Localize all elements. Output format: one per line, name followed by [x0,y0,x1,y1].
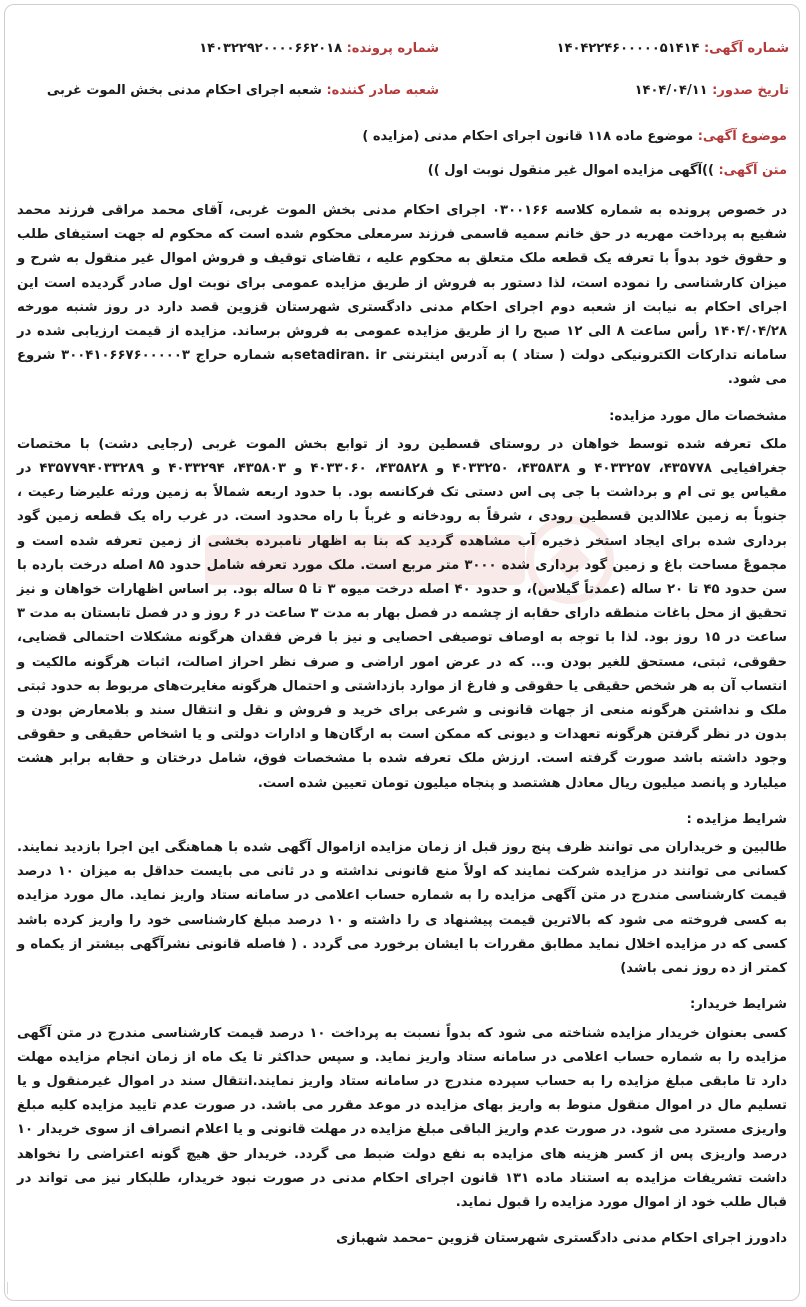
ad-number-value: ۱۴۰۴۲۲۴۶۰۰۰۰۰۵۱۴۱۴ [556,41,700,56]
signature-line: دادورز اجرای احکام مدنی دادگستری شهرستان قزوین –محمد شهبازی [336,1231,787,1247]
ad-number-label: شماره آگهی: [703,41,789,56]
auction-terms-paragraph: طالبین و خریداران می توانند ظرف پنج روز قبل از زمان مزایده ازاموال آگهی شده با هماهنگی این اجرا بازدید نمایند. کسانی می توانند در مزایده شرکت نمایند که اولاً منع قانونی نداشته و در ثانی می بایست حداقل به میزان ۱۰ درصد قیمت کارشناسی مندرج در متن آگهی مزایده را به شماره حساب اعلامی در سامانه ستاد واریز نماید. مال مورد مزایده به کسی فروخته می شود که بالاترین قیمت پیشنهاد ی را داشته و ۱۰ درصد مبلغ کارشناسی خود را واریز کرده باشد کسی که در مزایده اخلال نماید مطابق مقررات با ایشان برخورد می گردد . ( فاصله قانونی نشرآگهی بیشتر از یکماه و کمتر از ده روز نمی باشد) [17,840,787,977]
auction-terms-heading: شرایط مزایده : [686,811,787,827]
issue-date-field [635,81,789,101]
property-paragraph: ملک تعرفه شده توسط خواهان در روستای قسطین رود از توابع بخش الموت غربی (رجایی دشت) با مختصات جغرافیایی ۴۳۵۷۷۸، ۴۰۳۳۲۵۷ و ۴۳۵۸۳۸، ۴۰۳۳۲۵۰ و ۴۳۵۸۲۸، ۴۰۳۳۰۶۰ و ۴۳۵۸۰۳، ۴۰۳۳۲۹۴ و ۴۳۵۷۷۹۴۰۳۳۲۸۹ در مقیاس یو تی ام و برداشت با جی پی اس دستی تک فرکانسه بود. با حدود اربعه شمالاً به زمین ورثه علیرضا رعیت ، جنوباً به زمین علاالدین قسطین رودی ، شرقاً به رودخانه و غرباً با راه محدود است. در غرب راه یک قطعه زمین گود برداری شده برای ایجاد استخر ذخیره آب مشاهده گردید که بنا به اظهار نامبرده بخشی از زمین تعرفه شده است و مجموعً مساحت باغ و زمین گود برداری شده ۳۰۰۰ متر مربع است. ملک مورد تعرفه شامل حدود ۸۵ اصله درخت بارده با سن حدود ۴۵ تا ۲۰ ساله (عمدتاً گیلاس)، و حدود ۴۰ اصله درخت میوه ۳ تا ۵ ساله بود. بر اساس اظهارات خواهان و نیز تحقیق از محل باغات منطقه دارای حقابه از چشمه در فصل بهار به مدت ۳ ساعت در ۶ روز و در فصل تابستان به مدت ۳ ساعت در ۱۵ روز بود. لذا با توجه به اوصاف توصیفی احصایی و نیز با فرض فقدان هرگونه مشکلات احتمالی قضایی، حقوقی، ثبتی، مستحق للغیر بودن و... که در عرض امور اراضی و صرف نظر احراز اصالت، اثبات هرگونه مالکیت و انتساب آن به هر شخص حقیقی یا حقوقی و فارغ از موارد بازداشتی و احتمال هرگونه مغایرت‌های مربوط به حدود ثبتی ملک و نداشتن هرگونه منعی از جهات قانونی و شرعی برای خرید و فروش و نقل و انتقال سند و بلامعارض بودن و بدون در نظر گرفتن هرگونه تعهدات و دیونی که ممکن است به ارگان‌ها و ادارات دولتی و یا اشخاص حقیقی و حقوقی وجود داشته باشد صورت گرفته است. ارزش ملک تعرفه شده با مشخصات فوق، شامل درختان و حقابه برابر هشت میلیارد و پانصد میلیون ریال معادل هشتصد و پنجاه میلیون تومان تعیین شده است. [17,436,788,791]
issuer-field [47,81,439,101]
subject-line [362,129,787,144]
ad-text-title: ))آگهی مزایده اموال غیر منقول نوبت اول )) [427,163,714,178]
subject-label: موضوع آگهی: [697,129,787,144]
intro-paragraph: در خصوص پرونده به شماره کلاسه ۰۳۰۰۱۶۶ اجرای احکام مدنی بخش الموت غربی، آقای محمد مراقی فرزند محمد شفیع به پرداخت مهریه در حق خانم سمیه قاسمی فرزند سرمعلی محکوم شده است که محکوم له جهت استیفای طلب و حقوق خود بدواً با تعرفه یک قطعه ملک متعلق به محکوم علیه ، تقاضای توقیف و فروش اموال غیر منقول به شرح و میزان کارشناسی را نموده است، لذا دستور به فروش از طریق مزایده عمومی برای نوبت اول صادر گردیده است این اجرای احکام به نیابت از شعبه دوم اجرای احکام مدنی دادگستری شهرستان قزوین قصد دارد در روز شنبه مورخه ۱۴۰۴/۰۴/۲۸ رأس ساعت ۸ الی ۱۲ صبح را از طریق مزایده عمومی به فروش برساند. مزایده از قیمت ارزیابی شده در سامانه تدارکات الکترونیکی دولت ( ستاد ) به آدرس اینترنتی setadiran. irبه شماره حراج ۳۰۰۴۱۰۶۶۷۶۰۰۰۰۰۳ شروع می شود. [17,203,788,388]
issuer-value: شعبه اجرای احکام مدنی بخش الموت غربی [46,83,322,98]
ad-number-field [557,39,789,59]
issue-date-label: تاریخ صدور: [712,83,789,98]
notice-body [17,199,787,1251]
page-edge-mark [7,1282,18,1294]
ad-text-label: متن آگهی: [718,163,787,178]
subject-value: موضوع ماده ۱۱۸ قانون اجرای احکام مدنی (مزایده ) [362,129,694,144]
issue-date-value: ۱۴۰۴/۰۴/۱۱ [634,83,708,98]
case-number-value: ۱۴۰۳۲۲۹۲۰۰۰۰۶۶۲۰۱۸ [199,41,343,56]
ad-text-line [428,163,787,178]
buyer-terms-heading: شرایط خریدار: [689,997,787,1013]
property-heading: مشخصات مال مورد مزایده: [609,408,787,424]
auction-notice-card [4,4,800,1301]
notice-header [5,5,799,107]
issuer-label: شعبه صادر کننده: [326,83,439,98]
case-number-field [199,39,439,59]
buyer-terms-paragraph: کسی بعنوان خریدار مزایده شناخته می شود که بدواً نسبت به پرداخت ۱۰ درصد قیمت کارشناسی مندرج در متن آگهی مزایده را به شماره حساب اعلامی در سامانه ستاد واریز نماید. و سپس حداکثر تا یک ماه از زمان انجام مزایده مهلت دارد تا مابقی مبلغ مزایده را به حساب سپرده مندرج در سامانه ستاد واریز نمایند.انتقال سند در اموال غیرمنقول و یا تسلیم مال در اموال منقول منوط به واریز بهای مزایده در موعد مقرر می باشد. در صورت عدم تایید مزایده کلیه مبلغ واریزی مسترد می شود. در صورت عدم واریز الباقی مبلغ مزایده در مهلت قانونی و یا اعلام انصراف از سوی خریدار ۱۰ درصد واریزی پس از کسر هزینه های مزایده به نفع دولت ضبط می گردد. خریدار حق هیچ گونه اعتراضی را نخواهد داشت تشریفات مزایده به استناد ماده ۱۳۱ قانون اجرای احکام مدنی در صورت نبود خریدار، طلبکار نیز می تواند در قبال طلب خود از اموال مورد مزایده را قبول نماید. [17,1025,787,1210]
case-number-label: شماره پرونده: [346,41,439,56]
